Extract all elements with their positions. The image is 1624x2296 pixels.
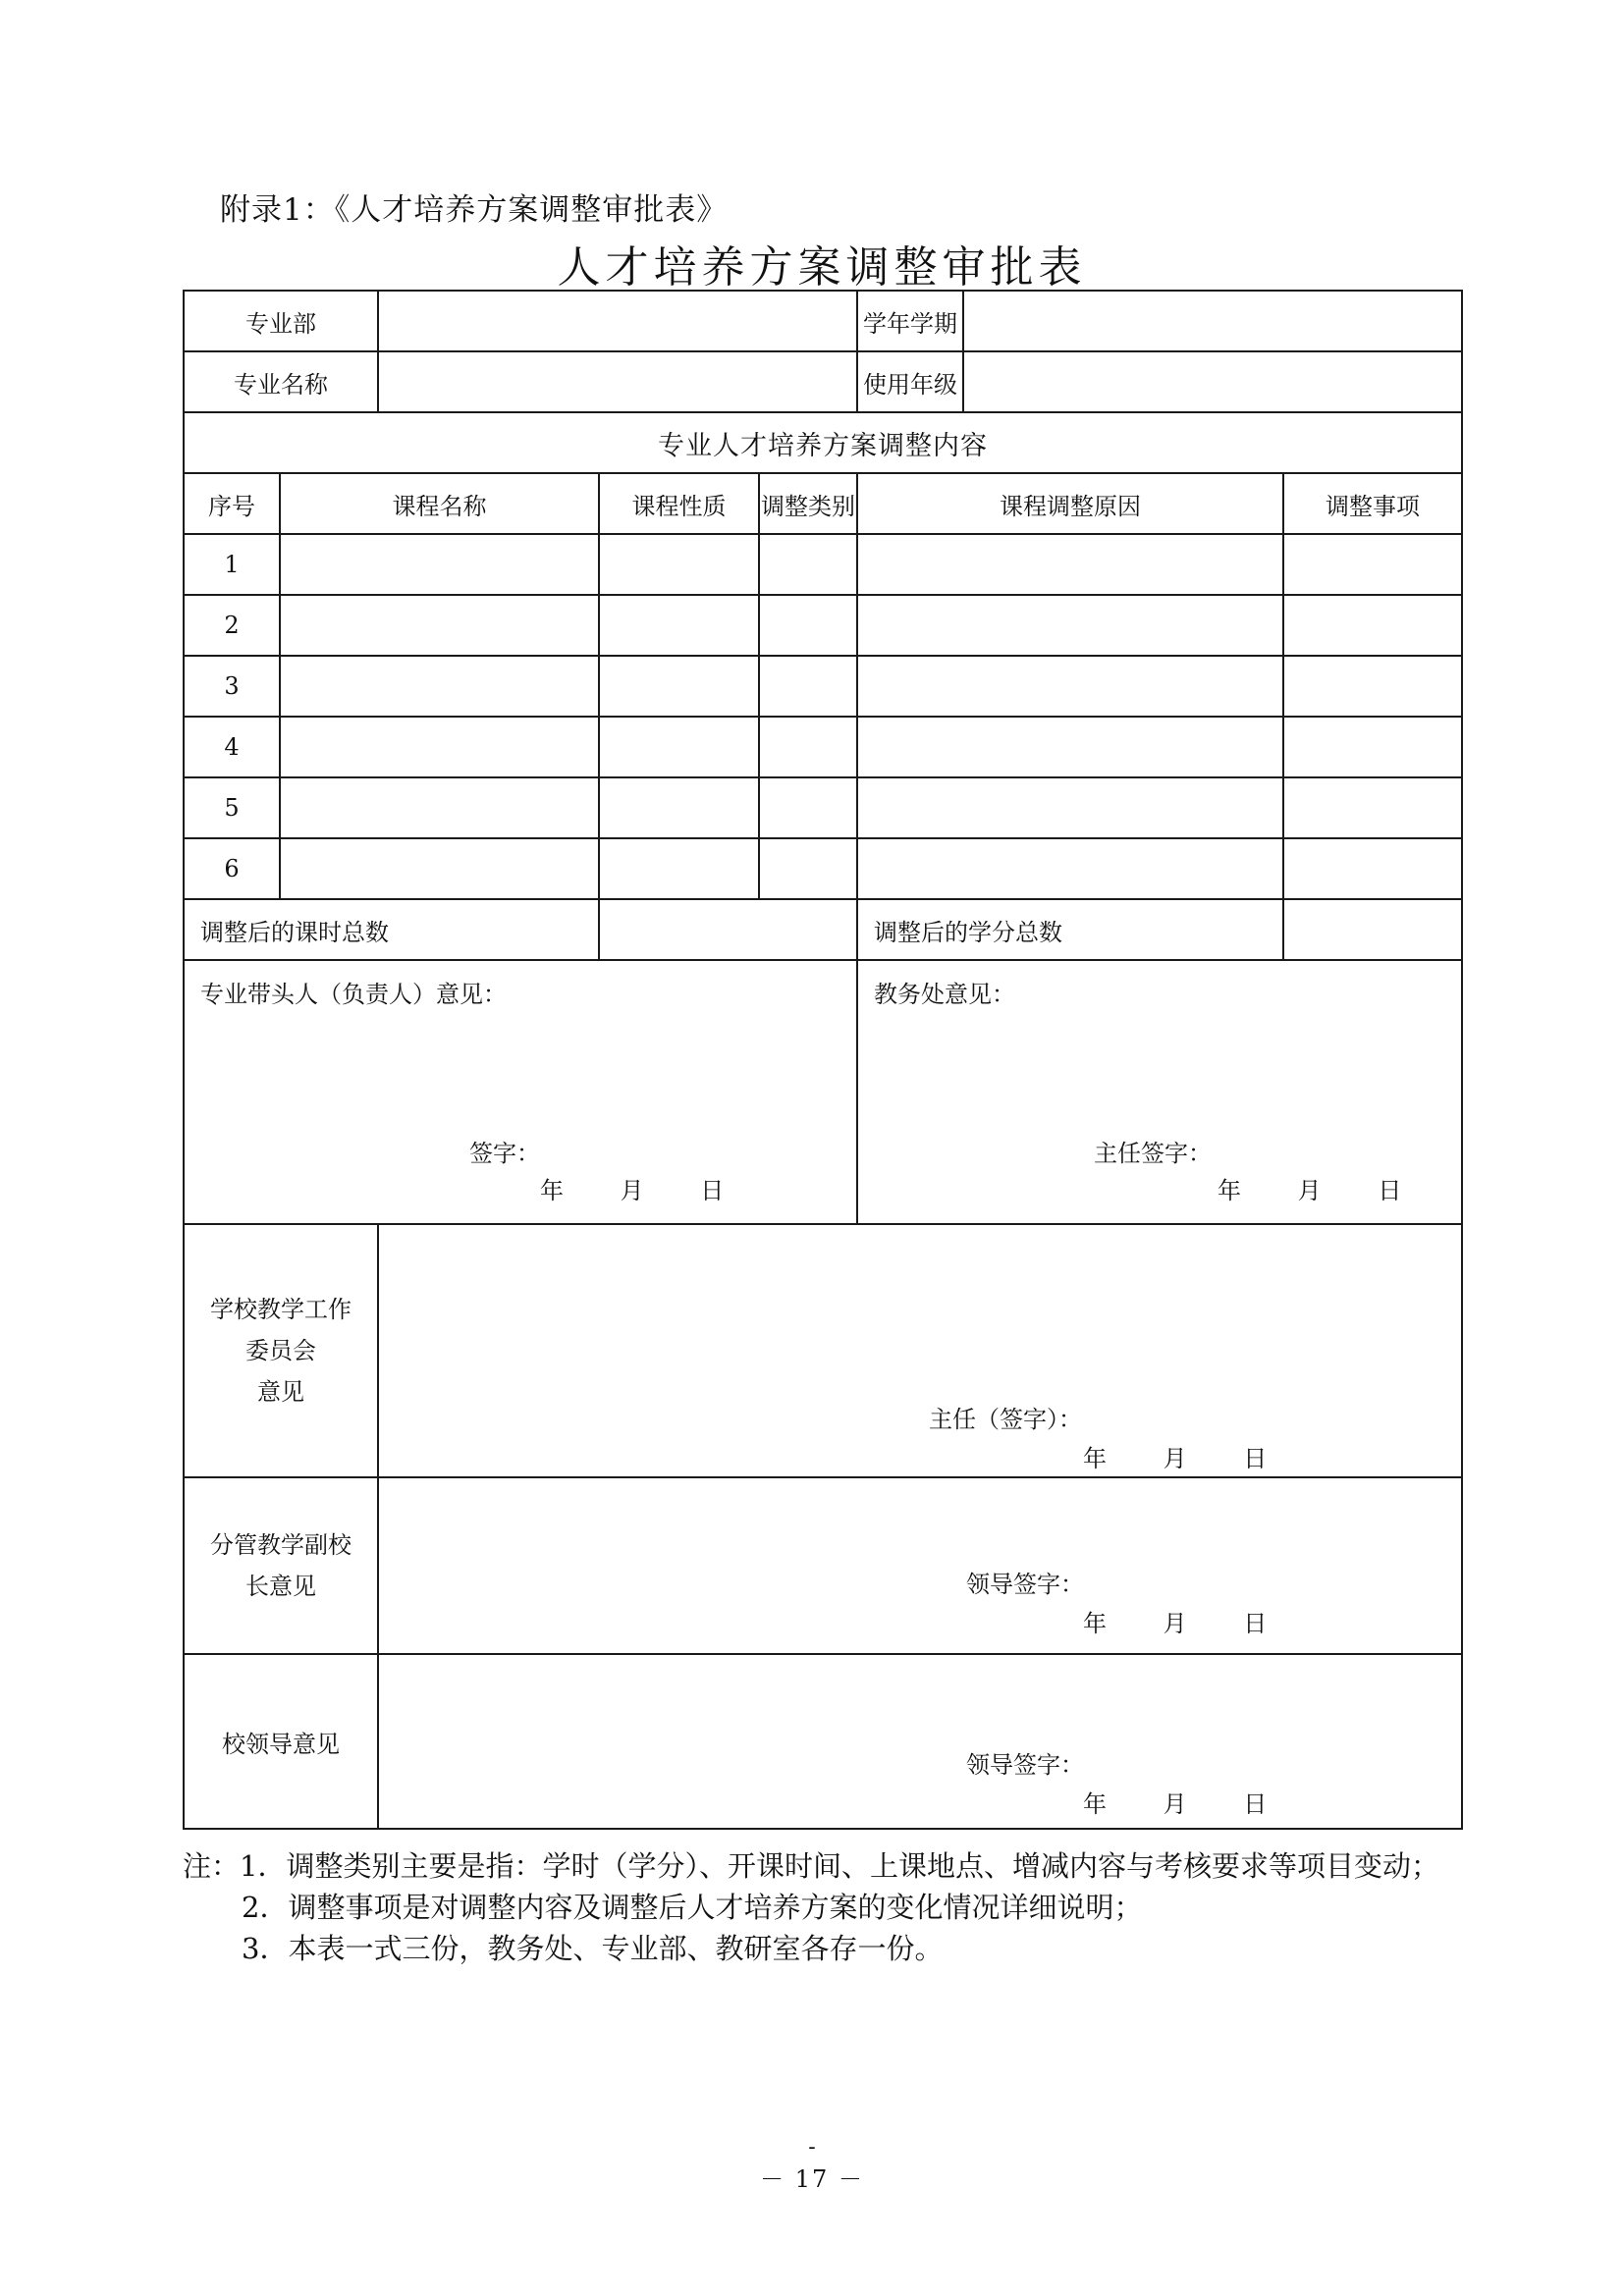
section-title: 专业人才培养方案调整内容 [184, 412, 1462, 473]
type-cell[interactable] [759, 656, 857, 717]
nature-cell[interactable] [599, 534, 759, 595]
vice-date [1083, 1604, 1267, 1638]
date-day: 日 [1243, 1445, 1268, 1472]
vice-principal-label: 分管教学副校 长意见 [184, 1477, 378, 1654]
date-year: 年 [1083, 1610, 1107, 1637]
table-row [184, 838, 1462, 899]
table-row [184, 656, 1462, 717]
column-header-row [184, 473, 1462, 534]
committee-date [1083, 1439, 1267, 1473]
office-date [1218, 1171, 1401, 1205]
leader-opinion-cell[interactable] [184, 960, 857, 1224]
note-2: 2．调整事项是对调整内容及调整后人才培养方案的变化情况详细说明； [242, 1891, 1143, 1924]
grade-label: 使用年级 [857, 351, 963, 412]
committee-label: 学校教学工作 委员会 意见 [184, 1224, 378, 1477]
col-type: 调整类别 [759, 473, 857, 534]
appendix-label: 附录1：《人才培养方案调整审批表》 [220, 192, 729, 228]
total-credits-label: 调整后的学分总数 [857, 899, 1283, 960]
total-hours-label: 调整后的课时总数 [184, 899, 599, 960]
dept-label: 专业部 [184, 291, 378, 351]
opinion-row [184, 960, 1462, 1224]
nature-cell[interactable] [599, 838, 759, 899]
date-year: 年 [1083, 1445, 1107, 1472]
course-cell[interactable] [280, 656, 599, 717]
form-title: 人才培养方案调整审批表 [557, 242, 1087, 293]
footer-dash: - [808, 2135, 816, 2160]
office-opinion-cell[interactable] [857, 960, 1462, 1224]
school-leader-label: 校领导意见 [184, 1654, 378, 1829]
col-reason: 课程调整原因 [857, 473, 1283, 534]
table-row [184, 717, 1462, 777]
row-seq: 3 [184, 656, 280, 717]
item-cell[interactable] [1283, 656, 1462, 717]
date-year: 年 [1218, 1177, 1242, 1204]
date-month: 月 [1163, 1790, 1187, 1818]
type-cell[interactable] [759, 534, 857, 595]
type-cell[interactable] [759, 838, 857, 899]
col-course: 课程名称 [280, 473, 599, 534]
course-cell[interactable] [280, 595, 599, 656]
item-cell[interactable] [1283, 534, 1462, 595]
date-day: 日 [1243, 1790, 1268, 1818]
major-field[interactable] [378, 351, 857, 412]
nature-cell[interactable] [599, 595, 759, 656]
row-seq: 4 [184, 717, 280, 777]
school-date [1083, 1785, 1267, 1819]
course-cell[interactable] [280, 717, 599, 777]
col-item: 调整事项 [1283, 473, 1462, 534]
school-sign-label: 领导签字： [966, 1751, 1084, 1779]
reason-cell[interactable] [857, 838, 1283, 899]
term-field[interactable] [963, 291, 1462, 351]
office-opinion-label: 教务处意见： [874, 981, 1016, 1008]
col-nature: 课程性质 [599, 473, 759, 534]
committee-row [184, 1224, 1462, 1477]
date-month: 月 [1163, 1445, 1187, 1472]
school-leader-opinion-cell[interactable] [378, 1654, 1462, 1829]
row-seq: 5 [184, 777, 280, 838]
vice-principal-row [184, 1477, 1462, 1654]
date-day: 日 [700, 1177, 725, 1204]
row-seq: 2 [184, 595, 280, 656]
office-sign-label: 主任签字： [1094, 1140, 1213, 1167]
section-row [184, 412, 1462, 473]
nature-cell[interactable] [599, 777, 759, 838]
table-row [184, 595, 1462, 656]
type-cell[interactable] [759, 717, 857, 777]
reason-cell[interactable] [857, 595, 1283, 656]
date-year: 年 [540, 1177, 564, 1204]
note-1: 注：1．调整类别主要是指：学时（学分）、开课时间、上课地点、增减内容与考核要求等项目变动； [183, 1849, 1439, 1883]
date-day: 日 [1243, 1610, 1268, 1637]
reason-cell[interactable] [857, 777, 1283, 838]
reason-cell[interactable] [857, 717, 1283, 777]
reason-cell[interactable] [857, 656, 1283, 717]
nature-cell[interactable] [599, 656, 759, 717]
date-month: 月 [620, 1177, 644, 1204]
table-row [184, 534, 1462, 595]
course-cell[interactable] [280, 777, 599, 838]
col-seq: 序号 [184, 473, 280, 534]
totals-row [184, 899, 1462, 960]
date-month: 月 [1297, 1177, 1322, 1204]
page-number: － 17 － [760, 2165, 864, 2193]
item-cell[interactable] [1283, 717, 1462, 777]
info-row-1 [184, 291, 1462, 351]
term-label: 学年学期 [857, 291, 963, 351]
note-3: 3．本表一式三份，教务处、专业部、教研室各存一份。 [242, 1932, 944, 1965]
total-hours-field[interactable] [599, 899, 857, 960]
committee-opinion-cell[interactable] [378, 1224, 1462, 1477]
total-credits-field[interactable] [1283, 899, 1462, 960]
grade-field[interactable] [963, 351, 1462, 412]
table-row [184, 777, 1462, 838]
row-seq: 1 [184, 534, 280, 595]
item-cell[interactable] [1283, 777, 1462, 838]
school-leader-row [184, 1654, 1462, 1829]
row-seq: 6 [184, 838, 280, 899]
vice-sign-label: 领导签字： [966, 1571, 1084, 1598]
reason-cell[interactable] [857, 534, 1283, 595]
leader-date [540, 1171, 724, 1205]
vice-principal-opinion-cell[interactable] [378, 1477, 1462, 1654]
info-row-2 [184, 351, 1462, 412]
dept-field[interactable] [378, 291, 857, 351]
type-cell[interactable] [759, 777, 857, 838]
leader-opinion-label: 专业带头人（负责人）意见： [200, 981, 507, 1008]
approval-form-table [183, 290, 1463, 1830]
date-month: 月 [1163, 1610, 1187, 1637]
leader-sign-label: 签字： [469, 1140, 540, 1167]
item-cell[interactable] [1283, 838, 1462, 899]
major-label: 专业名称 [184, 351, 378, 412]
course-cell[interactable] [280, 838, 599, 899]
date-day: 日 [1378, 1177, 1402, 1204]
item-cell[interactable] [1283, 595, 1462, 656]
notes [183, 1845, 1439, 1969]
course-cell[interactable] [280, 534, 599, 595]
date-year: 年 [1083, 1790, 1107, 1818]
type-cell[interactable] [759, 595, 857, 656]
committee-sign-label: 主任（签字）： [929, 1406, 1082, 1433]
nature-cell[interactable] [599, 717, 759, 777]
